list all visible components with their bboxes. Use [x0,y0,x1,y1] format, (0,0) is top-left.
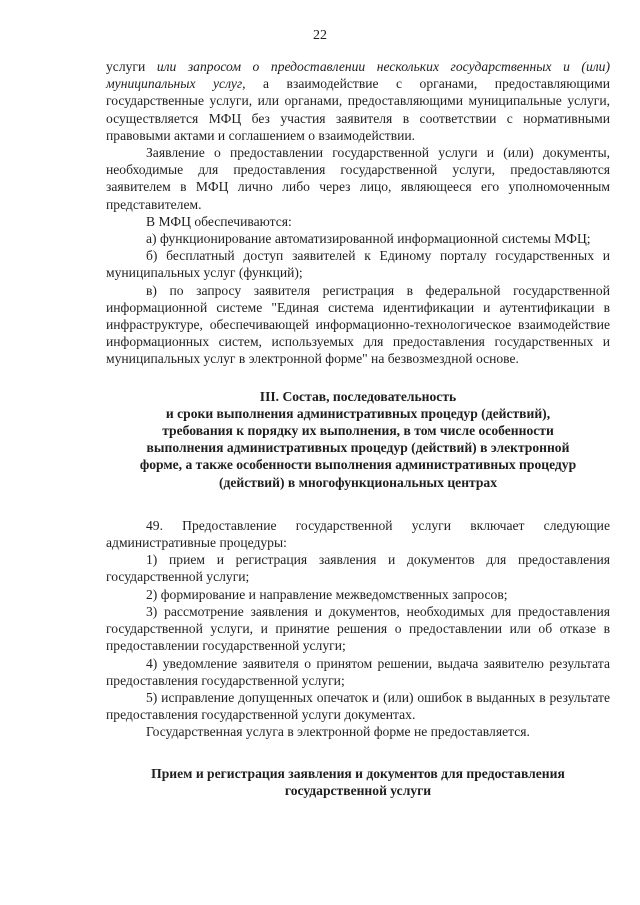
subsection-heading [106,765,610,799]
section-heading-line: выполнения административных процедур (действий) в электронной [146,440,570,456]
subsection-heading-line: государственной услуги [284,782,432,798]
section-heading-line: требования к порядку их выполнения, в том числе особенности [162,423,554,439]
spacer [106,741,610,765]
section-heading-line: (действий) в многофункциональных центрах [218,474,498,490]
mfc-item-a: а) функционирование автоматизированной информационной системы МФЦ; [146,231,591,247]
continuation-italic: или запросом о предоставлении нескольких государственных и (или) муниципальных услуг, [106,59,610,92]
procedure-item-3: 3) рассмотрение заявления и документов, необходимых для предоставления государственной услуги, и принятие решения о предоставлении или об отказе в предоставлении государственной услуги; [106,603,610,654]
section-heading [106,388,610,491]
application-paragraph: Заявление о предоставлении государственной услуги и (или) документы, необходимые для предоставления государственной услуги, предоставляются заявителем в МФЦ лично либо через лицо, являющееся его уполномоченным представителем. [106,145,610,212]
mfc-provides-intro: В МФЦ обеспечиваются: [146,213,292,229]
continuation-start: услуги [106,59,157,74]
electronic-form-note: Государственная услуга в электронной форме не предоставляется. [146,724,530,740]
subsection-heading-line: Прием и регистрация заявления и документов для предоставления [151,765,565,781]
continuation-paragraph [106,58,610,144]
body-text [106,58,610,799]
spacer [106,368,610,388]
section-heading-line: и сроки выполнения административных процедур (действий), [165,405,551,421]
mfc-item-c: в) по запросу заявителя регистрация в федеральной государственной информационной системе "Единая система идентификации и аутентификации в инфраструктуре, обеспечивающей информационно-технологическое взаимодействие информационных систем, используемых для предоставления государственных и муниципальных услуг в электронной форме" на безвозмездной основе. [106,282,610,367]
continuation-end: а взаимодействие с органами, предоставляющими государственные услуги, или органами, предоставляющими муниципальные услуги, осуществляется МФЦ без участия заявителя в соответствии с нормативными правовыми актами и соглашением о взаимодействии. [106,76,611,143]
mfc-item-b: б) бесплатный доступ заявителей к Единому порталу государственных и муниципальных услуг (функций); [106,248,610,281]
page-number: 22 [313,28,327,43]
section-heading-line: III. Состав, последовательность [259,388,457,404]
procedure-item-4: 4) уведомление заявителя о принятом решении, выдача заявителю результата предоставления государственной услуги; [106,655,610,688]
procedure-item-1: 1) прием и регистрация заявления и документов для предоставления государственной услуги; [106,552,610,585]
procedure-item-5: 5) исправление допущенных опечаток и (или) ошибок в выданных в результате предоставления государственной услуги документах. [106,689,610,723]
item-49-intro: 49. Предоставление государственной услуги включает следующие административные процедуры: [106,517,610,551]
spacer [106,491,610,517]
section-heading-line: форме, а также особенности выполнения административных процедур [139,457,577,473]
procedure-item-2: 2) формирование и направление межведомственных запросов; [146,586,508,602]
